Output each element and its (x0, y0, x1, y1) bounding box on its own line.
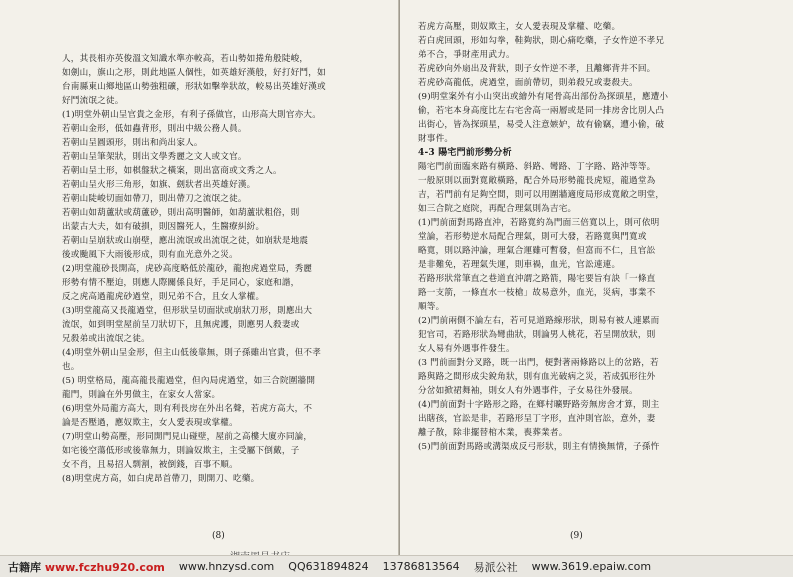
text-line: 偷，若宅本身高度比左右宅舍高一兩層或是同一排房舍比別人凸 (418, 106, 665, 116)
text-line: 也。 (62, 362, 80, 372)
logo-prefix: 古籍库 (8, 560, 41, 574)
phone-number: 13786813564 (382, 560, 460, 573)
site-url-2[interactable]: www.hnzysd.com (178, 560, 275, 573)
text-line: (3)明堂龍高又長龍過堂，但形狀呈切面狀或崩狀刀形，則應出大 (62, 306, 313, 316)
text-line: 弟不合，爭財產用武力。 (418, 50, 515, 60)
text-line: 吉，若門前有足夠空間，則可以用圍牆適度局形成寬敞之明堂， (418, 190, 665, 200)
text-line: (9)明堂案外有小山突出或繪外有尾骨高出部份為探頭星，應遭小 (418, 92, 669, 102)
text-line: 出街心，皆為探頭星，易受人注意嫉妒，故有偷竊，遭小偷，破 (418, 120, 665, 130)
text-line: 財事件。 (418, 134, 454, 144)
text-line: (7)明堂山勢高壓，形同開門見山碰壁，屋前之高樓大廈亦同論， (62, 432, 313, 442)
text-line: 龍門，則論在外男做主，在家女人當家。 (62, 390, 221, 400)
text-line: 若朝山陡峻切面如帶刀，則出帶刀之流氓之徒。 (62, 194, 247, 204)
text-line: (2)門前兩側不論左右，若可見道路線形狀，則易有被人連累而 (418, 316, 660, 326)
text-line: 兄殺弟或出流氓之徒。 (62, 334, 150, 344)
text-line: 分岔如掀裙舞袖，則女人有外遇事件，子女易往外發展。 (418, 386, 638, 396)
text-line: 略寬，則以路沖論，理氣合運雖可暫發，但富而不仁，且官訟 (418, 246, 656, 256)
text-line: 女人易有外遇事件發生。 (418, 344, 515, 354)
logo-url: www.fczhu920.com (44, 560, 165, 574)
text-line: 人，其長相亦英俊溫文知識水準亦較高，若山勢如捲角般陡峻， (62, 54, 309, 64)
text-line: 女不肖，且易招人剽割，被倒錢，百事不順。 (62, 460, 238, 470)
right-page (400, 0, 793, 555)
text-line: (1)明堂外朝山呈官貴之金形，有利子孫做官，山形高大則官亦大。 (62, 110, 321, 120)
text-line: 若朝山呈圓頭形，則出和尚出家人。 (62, 138, 203, 148)
text-line: (5)門前面對馬路或溝渠成反弓形狀，則主有情換無情，子孫忤 (418, 442, 660, 452)
text-line: 若虎砂向外扇出及背狀，則子女忤逆不孝，且離鄉背井不回。 (418, 64, 656, 74)
site-url-3[interactable]: www.3619.epaiw.com (531, 560, 652, 573)
text-line: 出蒙古大夫，如有破損，則因醫死人，生醫療糾紛。 (62, 222, 265, 232)
text-line: 若朝山呈筆架狀，則出文學秀麗之文人或文官。 (62, 152, 247, 162)
watermark-footer (0, 555, 793, 577)
text-line: 若朝山金形，低如蟲背形，則出中級公務人員。 (62, 124, 247, 134)
text-line: (6)明堂外局龍方高大，則有利長房在外出名聲，若虎方高大，不 (62, 404, 313, 414)
text-line: 若路形狀常筆直之巷道直沖謂之路箭，陽宅要旨有訣「一條直 (418, 274, 656, 284)
text-line: 一般原則以面對寬敞橫路，配合外局形勢龍長虎短，龍過堂為 (418, 176, 656, 186)
text-line: 離子散，除非擺替棺木業，喪葬業者。 (418, 428, 568, 438)
text-line: 若虎砂高龍低，虎過堂，面前帶切，則弟殺兄或妻殺夫。 (418, 78, 638, 88)
text-line: 是非難免，若理氣失運，則車禍，血光，官訟連連。 (418, 260, 621, 270)
text-line: 若朝山呈土形，如棋盤狀之橫案，則出富商或文秀之人。 (62, 166, 282, 176)
text-line: (2)明堂龍砂長開高，虎砂高度略低於龍砂，龍抱虎過堂局，秀麗 (62, 264, 313, 274)
text-line: 如劍山，旗山之形，則此地區人個性，如英雄好漢般，好打好鬥，如 (62, 68, 326, 78)
text-line: 犯官司，若路形狀為彎曲狀，則論男人桃花，若呈開放狀，則 (418, 330, 656, 340)
text-line: 陽宅門前面臨來路有橫路、斜路、彎路、丁字路、路沖等等。 (418, 162, 656, 172)
page-number: (8) (212, 531, 225, 541)
text-line: 路一支箭，一條直水一枝槍」故易意外，血光，災病，事業不 (418, 288, 656, 298)
text-line: 若朝山呈崩狀或山崩壁，應出流氓或出流氓之徒，如崩狀是地震 (62, 236, 309, 246)
text-line: 堂論，若形勢逆水局配合理氣，則可大發，若路寬與門寬或 (418, 232, 647, 242)
text-line: (4)門前面對十字路形之路，在鄉村曠野路旁無房舍才算，則主 (418, 400, 660, 410)
text-line: 形勢有情不壓迫，則應人際關係良好，手足同心，家庭和諧， (62, 278, 300, 288)
text-line: 若朝山如葫蘆狀或葫蘆砂，則出高明醫師，如葫蘆狀粗俗，則 (62, 208, 300, 218)
text-line: (3 門前面對分叉路，既一出門，便對著兩條路以上的岔路，若 (418, 358, 659, 368)
text-line: (1)門前面對馬路直沖，若路寬約為門面三倍寬以上，則可依明 (418, 218, 660, 228)
text-line: (4)明堂外朝山呈金形，但主山低後靠無，則子孫雖出官貴，但不孝 (62, 348, 321, 358)
text-line: 若白虎回頭，形如勾拳，鞋夠狀，則心痛吃藥，子女忤逆不孝兄 (418, 36, 665, 46)
text-line: 若朝山呈火形三角形，如旗、劍狀者出英雄好漢。 (62, 180, 256, 190)
brand-name: 易派公社 (473, 560, 518, 574)
left-page (0, 0, 400, 555)
page-number: (9) (570, 531, 583, 541)
qq-number: QQ631894824 (288, 560, 369, 573)
text-line: 台南縣東山鄉地區山勢強粗礦，形狀如擊拳狀故，較易出英雄好漢或 (62, 82, 326, 92)
text-line: 如宅後空蕩低形或後靠無力，則論奴欺主，主受屬下倒戴，子 (62, 446, 300, 456)
site-logo[interactable] (8, 559, 165, 575)
text-line: 論是否壓過，應奴欺主，女人愛表現或掌權。 (62, 418, 238, 428)
text-line: 4-3 陽宅門前形勢分析 (418, 148, 512, 158)
text-line: 順等。 (418, 302, 445, 312)
text-line: 若虎方高壓，則奴欺主，女人愛表現及掌權、吃藥。 (418, 22, 621, 32)
text-line: 出瞎孩，官訟是非，若路形呈丁字形，直沖則官訟，意外，妻 (418, 414, 656, 424)
text-line: 路與路之間形成尖銳角狀，則有血光破病之災，若成弧形往外 (418, 372, 656, 382)
text-line: 後或颱風下大雨後形成，則有血光意外之災。 (62, 250, 238, 260)
text-line: (8)明堂虎方高，如白虎昂首帶刀，則開刀、吃藥。 (62, 474, 260, 484)
text-line: 流氓，如到明堂屋前呈刀狀切下，且無虎護，則應男人殺妻或 (62, 320, 300, 330)
text-line: 反之虎高過龍虎砂過堂，則兄弟不合，且女人掌權。 (62, 292, 265, 302)
text-line: 好鬥流氓之徒。 (62, 96, 124, 106)
text-line: 如三合院之庭院，再配合理氣則為吉宅。 (418, 204, 577, 214)
text-line: (5) 明堂格局，龍高龍長龍過堂，但內局虎過堂，如三合院圍牆開 (62, 376, 316, 386)
